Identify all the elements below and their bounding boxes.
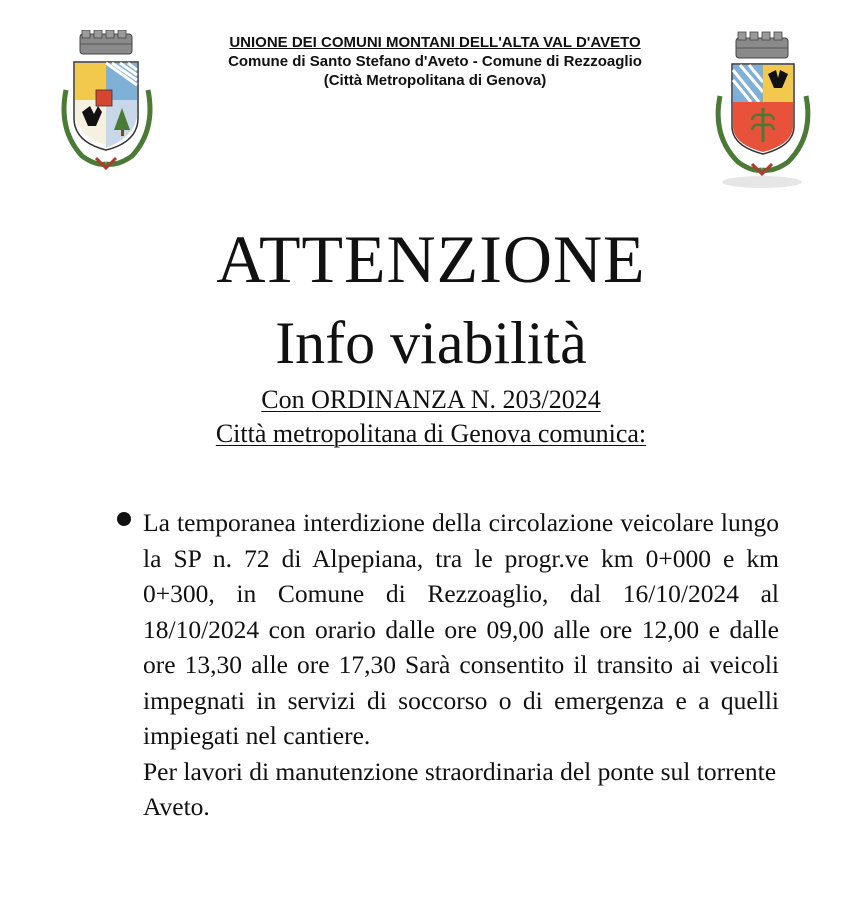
coat-of-arms-right-icon bbox=[704, 30, 818, 192]
main-title: ATTENZIONE bbox=[216, 221, 646, 297]
communicates-line bbox=[0, 418, 862, 450]
header-block bbox=[160, 33, 710, 90]
union-name: UNIONE DEI COMUNI MONTANI DELL'ALTA VAL D'AVETO bbox=[229, 34, 641, 51]
notice-paragraph-1: La temporanea interdizione della circolazione veicolare lungo la SP n. 72 di Alpepiana, tra le progr.ve km 0+000 e km 0+300, in Comune di Rezzoaglio, dal 16/10/2024 al 18/10/2024 con orario dalle ore 09,00 alle ore 12,00 e dalle ore 13,30 alle ore 17,30 Sarà consentito il transito ai veicoli impegnati in servizi di soccorso o di emergenza e a quelli impiegati nel cantiere. bbox=[143, 508, 779, 750]
coat-of-arms-left-icon bbox=[52, 30, 162, 170]
notice-paragraph-2: Per lavori di manutenzione straordinaria del ponte sul torrente Aveto. bbox=[143, 756, 777, 821]
communicates-text: Città metropolitana di Genova comunica: bbox=[215, 419, 647, 448]
notice-body bbox=[143, 505, 779, 825]
bullet-icon bbox=[117, 512, 131, 526]
ordinance-line bbox=[0, 384, 862, 416]
subtitle: Info viabilità bbox=[275, 310, 587, 376]
ordinance-text: Con ORDINANZA N. 203/2024 bbox=[261, 385, 601, 414]
municipalities-line: Comune di Santo Stefano d'Aveto - Comune di Rezzoaglio bbox=[228, 53, 642, 70]
metropolitan-city-line: (Città Metropolitana di Genova) bbox=[323, 72, 547, 89]
